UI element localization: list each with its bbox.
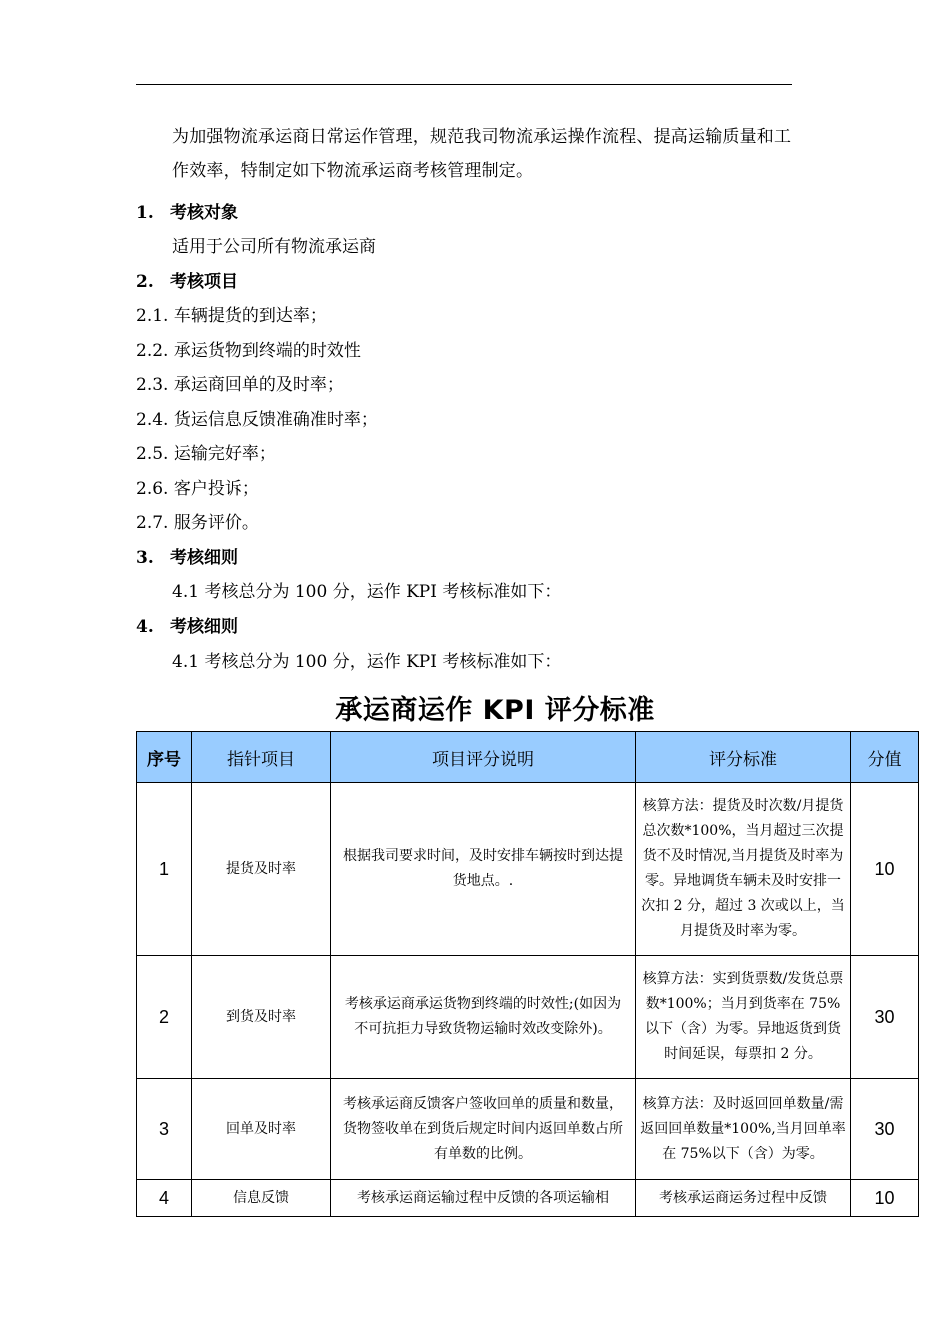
- row-description: 考核承运商反馈客户签收回单的质量和数量，货物签收单在到货后规定时间内返回单数占所有单数的比例。: [331, 1079, 636, 1180]
- row-score: 10: [851, 1180, 919, 1217]
- row-description: 考核承运商运输过程中反馈的各项运输相: [331, 1180, 636, 1217]
- section-title: 考核细则: [170, 548, 238, 568]
- section-number: 1.: [136, 203, 154, 223]
- section-number: 4.: [136, 617, 154, 637]
- column-header-standard: 评分标准: [636, 732, 851, 783]
- row-number: 3: [137, 1079, 192, 1180]
- section-title: 考核对象: [170, 203, 238, 223]
- list-item: 2.2. 承运货物到终端的时效性: [136, 341, 361, 361]
- row-number: 4: [137, 1180, 192, 1217]
- rules-text: 4.1 考核总分为 100 分，运作 KPI 考核标准如下：: [172, 582, 562, 602]
- column-header-score: 分值: [851, 732, 919, 783]
- row-item: 回单及时率: [192, 1079, 331, 1180]
- table-title-part2: 运作 KPI 评分标准: [417, 695, 655, 726]
- section-heading-4: [136, 612, 238, 637]
- row-number: 1: [137, 783, 192, 956]
- list-item: 2.4. 货运信息反馈准确准时率；: [136, 410, 378, 430]
- table-title-part1: 承运商: [335, 695, 418, 726]
- list-item: 2.6. 客户投诉；: [136, 479, 259, 499]
- kpi-table: [136, 731, 919, 1217]
- table-row: [137, 1079, 919, 1180]
- list-item: 2.1. 车辆提货的到达率；: [136, 306, 327, 326]
- row-item: 信息反馈: [192, 1180, 331, 1217]
- row-standard: 核算方法：实到货票数/发货总票数*100%；当月到货率在 75%以下（含）为零。异地返货到货时间延误，每票扣 2 分。: [636, 956, 851, 1079]
- column-header-desc: 项目评分说明: [331, 732, 636, 783]
- scope-text: 适用于公司所有物流承运商: [172, 237, 376, 257]
- row-description: 考核承运商承运货物到终端的时效性;(如因为不可抗拒力导致货物运输时效改变除外)。: [331, 956, 636, 1079]
- row-description: 根据我司要求时间，及时安排车辆按时到达提货地点。.: [331, 783, 636, 956]
- table-row: [137, 783, 919, 956]
- row-score: 10: [851, 783, 919, 956]
- row-score: 30: [851, 1079, 919, 1180]
- section-number: 2.: [136, 272, 154, 292]
- table-title: [0, 688, 950, 727]
- column-header-no: 序号: [137, 732, 192, 783]
- section-title: 考核细则: [170, 617, 238, 637]
- section-title: 考核项目: [170, 272, 238, 292]
- header-rule: [136, 84, 792, 85]
- row-item: 到货及时率: [192, 956, 331, 1079]
- row-standard: 考核承运商运务过程中反馈: [636, 1180, 851, 1217]
- row-score: 30: [851, 956, 919, 1079]
- rules-text: 4.1 考核总分为 100 分，运作 KPI 考核标准如下：: [172, 652, 562, 672]
- row-standard: 核算方法：提货及时次数/月提货总次数*100%，当月超过三次提货不及时情况,当月提货及时率为零。异地调货车辆未及时安排一次扣 2 分，超过 3 次或以上，当月提货及时率为零。: [636, 783, 851, 956]
- row-item: 提货及时率: [192, 783, 331, 956]
- table-row: [137, 1180, 919, 1217]
- section-heading-2: [136, 267, 238, 292]
- table-row: [137, 956, 919, 1079]
- list-item: 2.5. 运输完好率；: [136, 444, 276, 464]
- row-number: 2: [137, 956, 192, 1079]
- list-item: 2.3. 承运商回单的及时率；: [136, 375, 344, 395]
- section-heading-3: [136, 543, 238, 568]
- table-header-row: [137, 732, 919, 783]
- intro-paragraph: 为加强物流承运商日常运作管理，规范我司物流承运操作流程、提高运输质量和工作效率，特制定如下物流承运商考核管理制定。: [172, 127, 792, 181]
- column-header-item: 指针项目: [192, 732, 331, 783]
- section-number: 3.: [136, 548, 154, 568]
- section-heading-1: [136, 198, 238, 223]
- list-item: 2.7. 服务评价。: [136, 513, 259, 533]
- row-standard: 核算方法：及时返回回单数量/需返回回单数量*100%,当月回单率在 75%以下（含）为零。: [636, 1079, 851, 1180]
